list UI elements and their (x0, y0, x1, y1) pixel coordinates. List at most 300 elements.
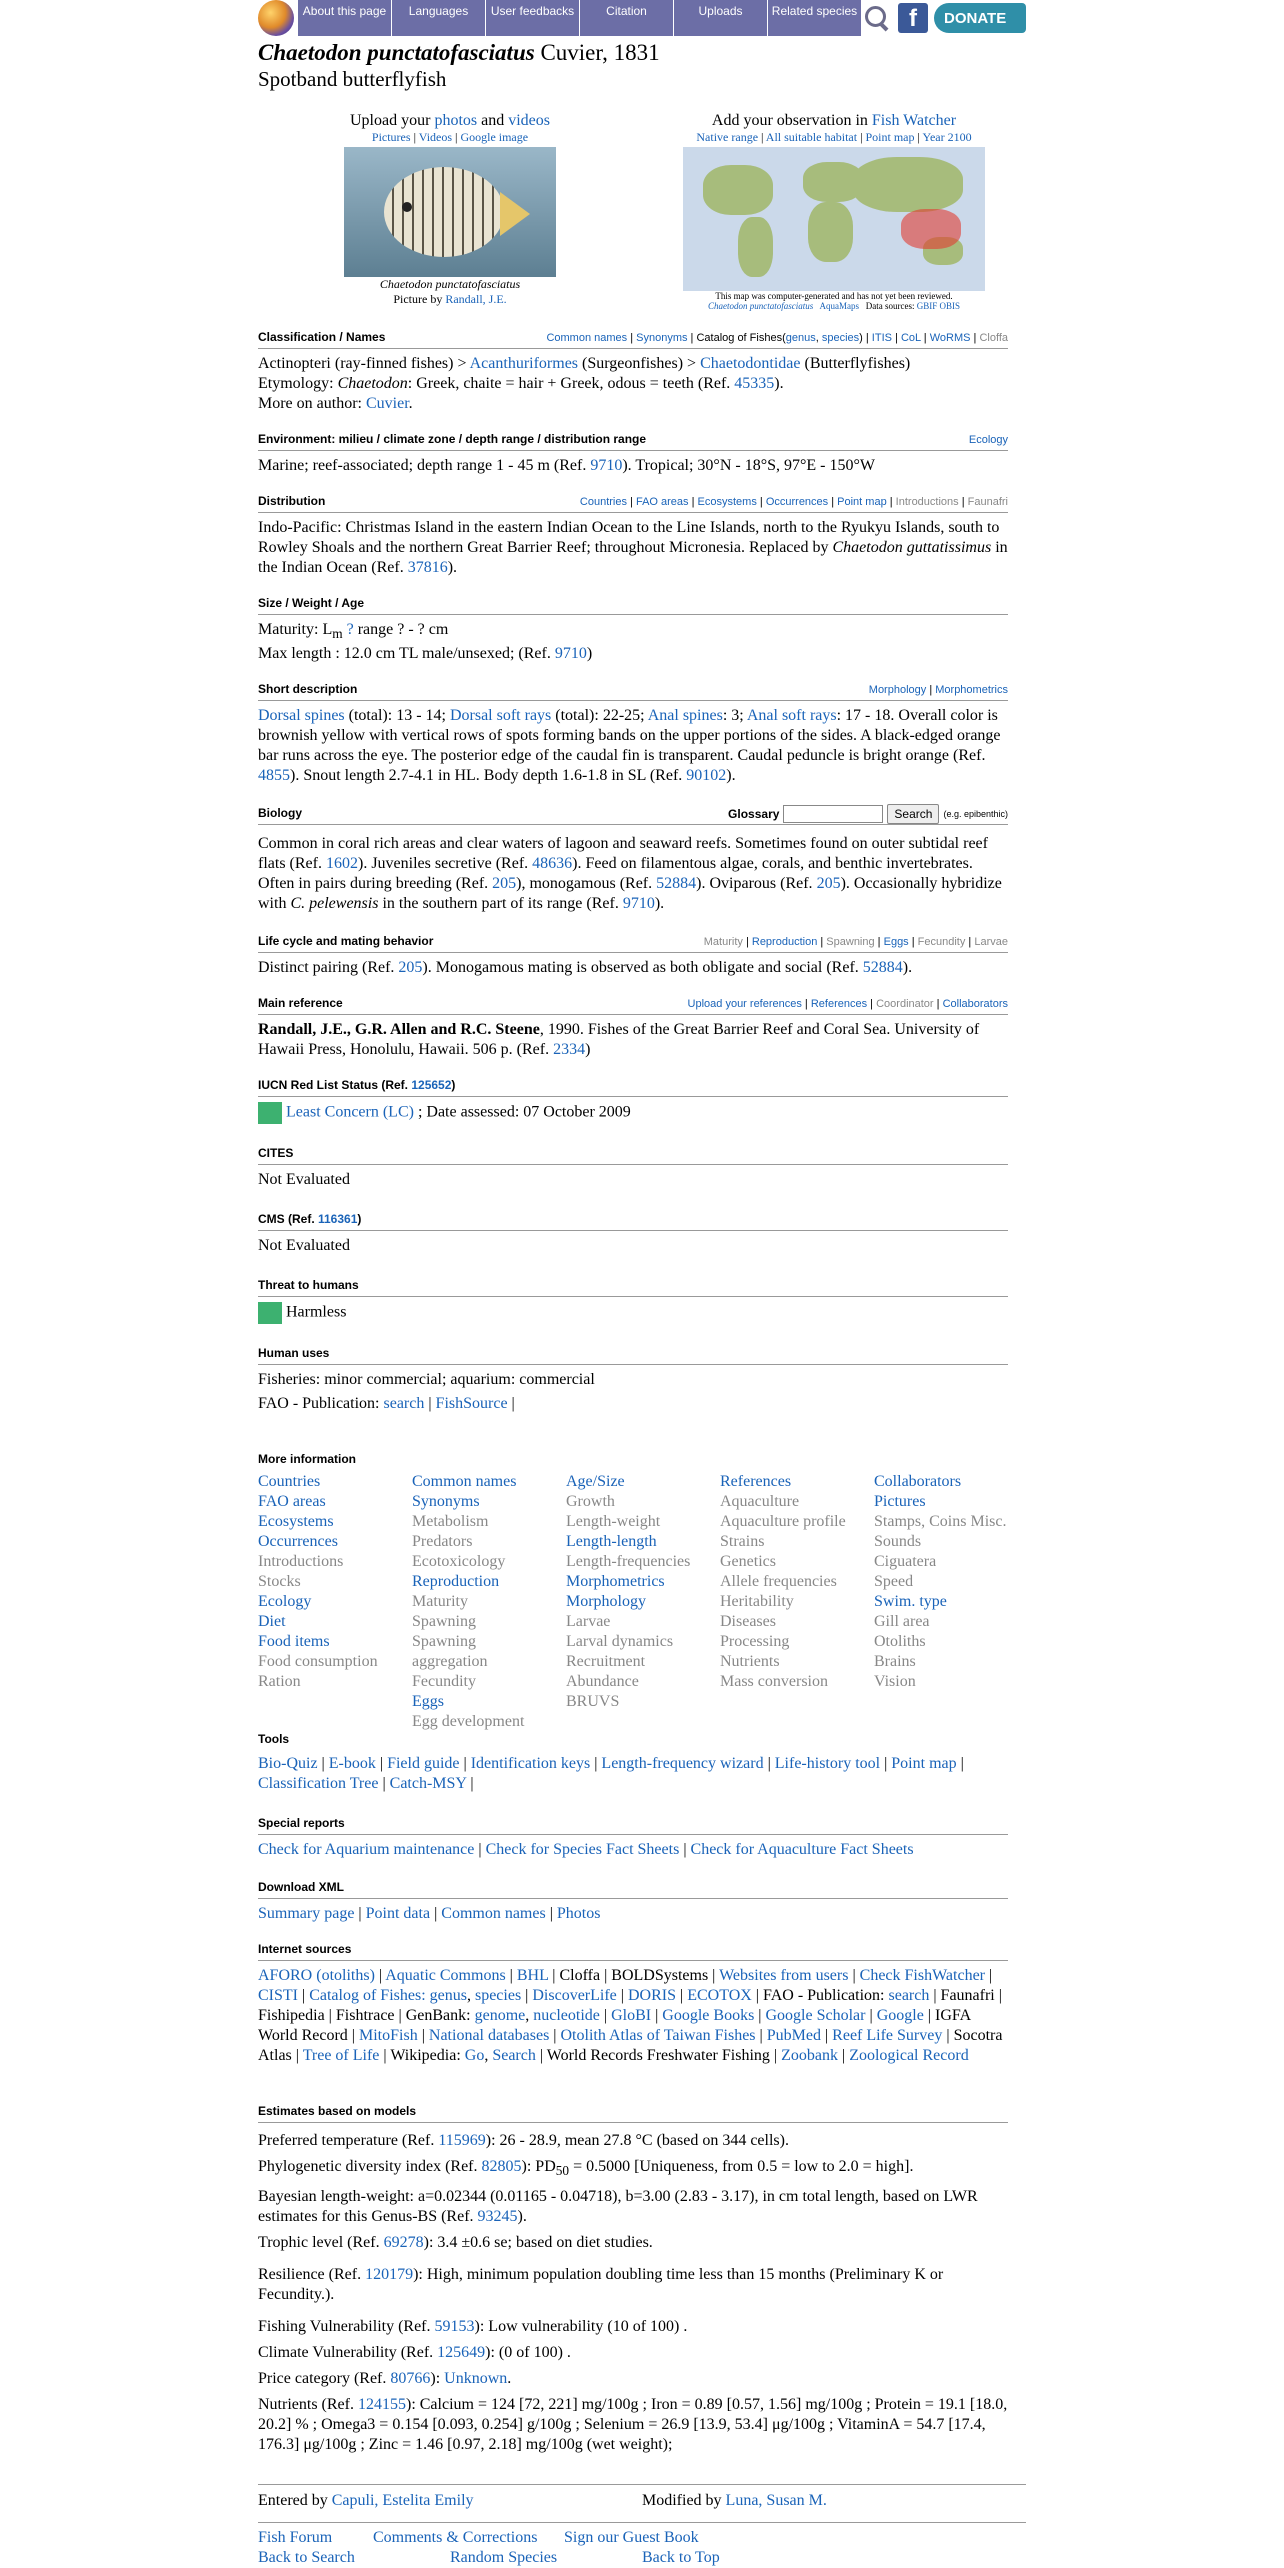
maturity-range: range ? - ? cm (357, 621, 449, 638)
tools-section: Tools Bio-Quiz | E-book | Field guide | Identification keys | Length-frequency wizard | Life-history tool | Point map | Classification Tree | Catch-MSY | (258, 1732, 964, 1792)
summary-page-link[interactable]: Summary page (258, 1905, 355, 1922)
internet-source-link[interactable]: Check FishWatcher (859, 1967, 985, 1984)
more-info-label-sounds: Sounds (874, 1533, 922, 1550)
nutrients-value: ): Calcium = 124 [72, 221] mg/100g ; Iron = 0.89 [0.57, 1.56] mg/100g ; Protein = 19.1 [18.0, 20.2] % ; Omega3 = 0.154 [0.093, 0.254] g/100g ; Selenium = 26.9 [13.9, 53.4] μg/100g ; VitaminA = 54.7 [17.4, 176.3] μg/100g ; Zinc = 1.46 [0.97, 2.18] mg/100g (wet weight); (258, 2396, 1008, 2454)
internet-source-link[interactable]: ECOTOX (687, 1987, 752, 2004)
environment-section (258, 432, 1008, 476)
back-to-top-link[interactable]: Back to Top (642, 2549, 720, 2566)
dorsal-spines-link[interactable]: Dorsal spines (258, 707, 345, 724)
internet-source-text: | IGFA World Record | (258, 2007, 971, 2044)
more-info-link-diet[interactable]: Diet (258, 1613, 286, 1630)
more-info-label-diseases: Diseases (720, 1613, 776, 1630)
internet-source-link[interactable]: search (888, 1987, 930, 2004)
more-info-link-morphology[interactable]: Morphology (566, 1593, 646, 1610)
internet-source-link[interactable]: Google Books (662, 2007, 755, 2024)
search-icon[interactable] (862, 3, 892, 33)
common-name: Spotband butterflyfish (258, 67, 447, 91)
cms-section (258, 1212, 1008, 1256)
map-continent (853, 157, 963, 212)
pictures-link[interactable]: Pictures (371, 130, 411, 144)
more-info-label-vision: Vision (874, 1673, 916, 1690)
reproduction-link[interactable]: Reproduction (751, 936, 818, 948)
internet-source-link[interactable]: Tree of Life (302, 2047, 380, 2064)
phylo-text: ): PD (521, 2158, 556, 2175)
fish-watcher-link[interactable]: Fish Watcher (871, 112, 957, 129)
more-info-label-spawning: Spawning (412, 1633, 476, 1650)
internet-source-text: | Cloffa | BOLDSystems | (548, 1967, 720, 1984)
class-text: Actinopteri (ray-finned fishes) > (258, 355, 470, 372)
internet-source-link[interactable]: Google (876, 2007, 924, 2024)
data-sources-label: Data sources: (865, 301, 915, 311)
ref-link[interactable]: 124155 (357, 2396, 406, 2414)
point-map-link[interactable]: Point map (891, 1755, 957, 1772)
internet-source-link[interactable]: DORIS (627, 1987, 676, 2004)
order-link[interactable]: Acanthuriformes (469, 355, 579, 372)
itis-link[interactable]: ITIS (871, 332, 892, 344)
internet-source-link[interactable]: species (474, 1987, 522, 2004)
more-info-label-gill-area: Gill area (874, 1613, 930, 1630)
internet-source-text: | (820, 2027, 833, 2044)
fish-body (384, 167, 504, 257)
bio-text: ). Occasionally hybridize with (258, 875, 1002, 912)
glossary-label: Glossary (728, 807, 780, 821)
bio-text: ), monogamous (Ref. (516, 875, 657, 892)
more-info-link-fao-areas[interactable]: FAO areas (258, 1493, 326, 1510)
more-info-link-occurrences[interactable]: Occurrences (258, 1533, 338, 1550)
ref-link[interactable]: 52884 (862, 959, 903, 976)
order-common: (Surgeonfishes) > (578, 355, 701, 372)
photo-caption: Chaetodon punctatofasciatus (379, 277, 521, 291)
threat-square-icon (258, 1302, 282, 1324)
internet-source-link[interactable]: GloBI (611, 2007, 652, 2024)
section-title: Estimates based on models (258, 2104, 417, 2118)
ref-link[interactable]: 115969 (438, 2132, 486, 2149)
price-sep: ): (430, 2370, 445, 2388)
internet-source-text: , (525, 2007, 534, 2024)
collaborators-link[interactable]: Collaborators (942, 998, 1008, 1010)
photos-xml-link[interactable]: Photos (556, 1905, 601, 1922)
morphometrics-link[interactable]: Morphometrics (935, 684, 1008, 696)
glossary-search-button[interactable]: Search (887, 804, 939, 824)
internet-source-link[interactable]: Zoobank (781, 2047, 838, 2064)
classification-tree-link[interactable]: Classification Tree (258, 1775, 379, 1792)
internet-source-link[interactable]: DiscoverLife (532, 1987, 617, 2004)
more-info-link-age-size[interactable]: Age/Size (566, 1473, 625, 1490)
cms-value: Not Evaluated (258, 1237, 350, 1254)
identification-keys-link[interactable]: Identification keys (470, 1755, 591, 1772)
climate-vuln-value: ): (0 of 100) . (485, 2344, 571, 2362)
more-info-label-mass-conversion: Mass conversion (720, 1673, 828, 1690)
upload-references-link[interactable]: Upload your references (687, 998, 802, 1010)
etym-text: : Greek, chaite = hair + Greek, odous = teeth (Ref. (407, 375, 735, 392)
more-info-link-morphometrics[interactable]: Morphometrics (566, 1573, 665, 1590)
more-info-link-ecology[interactable]: Ecology (258, 1593, 312, 1610)
section-title: Distribution (258, 494, 326, 508)
internet-source-link[interactable]: Google Scholar (765, 2007, 866, 2024)
life-history-tool-link[interactable]: Life-history tool (774, 1755, 881, 1772)
internet-source-text: , (466, 1987, 475, 2004)
est-label: Resilience (Ref. (258, 2266, 366, 2284)
est-label: Preferred temperature (Ref. (258, 2132, 439, 2149)
est-label: Fishing Vulnerability (Ref. (258, 2318, 435, 2336)
worms-link[interactable]: WoRMS (929, 332, 971, 344)
desc-text: ). Snout length 2.7-4.1 in HL. Body depth 1.6-1.8 in SL (Ref. (290, 767, 687, 784)
comma-sep: , (815, 332, 822, 344)
internet-source-link[interactable]: genome (474, 2007, 526, 2024)
and-label: and (477, 112, 509, 129)
add-observation-label: Add your observation in (711, 112, 872, 129)
ref-link[interactable]: 1602 (325, 855, 358, 872)
ref-link[interactable]: 9710 (554, 645, 587, 663)
special-reports-section: Special reports Check for Aquarium maintenance | Check for Species Fact Sheets | Check for Aquaculture Fact Sheets (258, 1816, 1008, 1860)
aquamaps-link[interactable]: AquaMaps (819, 301, 859, 311)
photos-link[interactable]: photos (434, 112, 478, 129)
point-data-link[interactable]: Point data (365, 1905, 431, 1922)
biology-section (258, 806, 1008, 914)
bayes-text: Bayesian length-weight: a=0.02344 (0.01165 - 0.04718), b=3.00 (2.83 - 3.17), in cm total length, based on LWR estimates for this Genus-BS (Ref. (258, 2188, 978, 2226)
bio-text: Common in coral rich areas and clear waters of lagoon and seaward reefs. Sometimes found on outer subtidal reef flats (Ref. (258, 835, 988, 872)
ref-link[interactable]: 69278 (383, 2234, 424, 2252)
species-author: Cuvier, 1831 (534, 40, 660, 65)
phylo-value: = 0.5000 [Uniqueness, from 0.5 = low to 2.0 = high]. (569, 2158, 914, 2175)
occurrences-link[interactable]: Occurrences (765, 496, 829, 508)
more-info-link-length-length[interactable]: Length-length (566, 1533, 657, 1550)
catch-msy-link[interactable]: Catch-MSY (389, 1775, 467, 1792)
references-link[interactable]: References (810, 998, 868, 1010)
dist-species: Chaetodon guttatissimus (832, 539, 992, 556)
internet-source-link[interactable]: Go (464, 2047, 485, 2064)
dist-text: Indo-Pacific: Christmas Island in the eastern Indian Ocean to the Line Islands, north to the Ryukyu Islands, south to Rowley Shoals and the northern Great Barrier Reef; throughout Micronesia. Replaced by (258, 519, 1000, 556)
internet-source-link[interactable]: PubMed (766, 2027, 821, 2044)
ref-link[interactable]: 125649 (437, 2344, 486, 2362)
nav-uploads[interactable]: Uploads (674, 0, 768, 36)
more-info-label-brains: Brains (874, 1653, 916, 1670)
modified-by (642, 2492, 827, 2510)
section-title: Classification / Names (258, 330, 386, 344)
entered-by (258, 2492, 474, 2510)
fao-search-link[interactable]: search (383, 1395, 425, 1412)
more-info-label-aquaculture-profile: Aquaculture profile (720, 1513, 846, 1530)
footer-divider (258, 2522, 1026, 2523)
ref-link[interactable]: 9710 (622, 895, 655, 912)
suitable-habitat-link[interactable]: All suitable habitat (765, 130, 858, 144)
more-info-column (566, 1472, 690, 1712)
ref-link[interactable]: 48636 (532, 855, 573, 872)
internet-source-link[interactable]: AFORO (otoliths) (258, 1967, 375, 1984)
more-info-label-larvae: Larvae (566, 1613, 611, 1630)
family-common: (Butterflyfishes) (800, 355, 911, 372)
internet-source-link[interactable]: Search (492, 2047, 536, 2064)
est-label: Phylogenetic diversity index (Ref. (258, 2158, 482, 2175)
species-name: Chaetodon punctatofasciatus (258, 40, 535, 65)
more-info-label-nutrients: Nutrients (720, 1653, 780, 1670)
ref-link[interactable]: 37816 (407, 559, 448, 576)
internet-source-text: | (651, 2007, 663, 2024)
iucn-section (258, 1078, 1008, 1124)
more-info-label-otoliths: Otoliths (874, 1633, 926, 1650)
ref-link[interactable]: 9710 (590, 457, 623, 474)
section-title: Main reference (258, 996, 343, 1010)
countries-link[interactable]: Countries (579, 496, 627, 508)
dorsal-soft-rays-link[interactable]: Dorsal soft rays (449, 707, 552, 724)
introductions-label: Introductions (895, 496, 959, 508)
more-info-label-genetics: Genetics (720, 1553, 776, 1570)
ref-link[interactable]: 4855 (258, 767, 290, 784)
more-info-label-processing: Processing (720, 1633, 790, 1650)
videos-link[interactable]: videos (508, 112, 550, 129)
more-info-label-abundance: Abundance (566, 1673, 639, 1690)
eggs-link[interactable]: Eggs (883, 936, 909, 948)
section-title-end: ) (451, 1078, 456, 1092)
env-text: Marine; reef-associated; depth range 1 - 45 m (Ref. (258, 457, 591, 474)
internet-source-text: | Faunafri | Fishipedia | Fishtrace | GenBank: (258, 1987, 1002, 2024)
internet-source-link[interactable]: National databases (428, 2027, 550, 2044)
section-title: Download XML (258, 1880, 344, 1894)
more-info-label-aquaculture: Aquaculture (720, 1493, 800, 1510)
bayes-end: ). (517, 2208, 527, 2226)
section-title: Internet sources (258, 1942, 352, 1956)
more-info-link-common-names[interactable]: Common names (412, 1473, 517, 1490)
common-names-link[interactable]: Common names (546, 332, 628, 344)
price-category-link[interactable]: Unknown (444, 2370, 508, 2388)
fishbase-logo-icon[interactable] (258, 0, 294, 36)
section-title: Environment: milieu / climate zone / depth range / distribution range (258, 432, 647, 446)
more-info-label-maturity: Maturity (412, 1593, 468, 1610)
maturity-sub: m (332, 626, 343, 642)
point-map-link[interactable]: Point map (837, 496, 887, 508)
internet-source-link[interactable]: CISTI (258, 1987, 298, 2004)
point-map-link[interactable]: Point map (865, 130, 915, 144)
threat-value: Harmless (286, 1303, 347, 1321)
status-square-icon (258, 1102, 282, 1124)
pref-temp-value: ): 26 - 28.9, mean 27.8 °C (based on 344 cells). (485, 2132, 789, 2149)
ref-link[interactable]: 2334 (553, 1041, 586, 1058)
more-info-label-ciguatera: Ciguatera (874, 1553, 937, 1570)
obis-link[interactable]: OBIS (939, 301, 961, 311)
map-note: This map was computer-generated and has not yet been reviewed. (715, 291, 953, 301)
max-length: Max length : 12.0 cm TL male/unsexed; (Ref. (258, 645, 555, 663)
more-info-link-food-items[interactable]: Food items (258, 1633, 330, 1650)
cloffa-label: Cloffa (979, 332, 1008, 344)
section-title: CITES (258, 1146, 294, 1160)
ebook-link[interactable]: E-book (328, 1755, 376, 1772)
entered-by-link[interactable]: Capuli, Estelita Emily (331, 2492, 474, 2509)
section-title: More information (258, 1452, 356, 1466)
ref-link[interactable]: 52884 (656, 875, 697, 892)
internet-source-link[interactable]: Zoological Record (849, 2047, 969, 2064)
internet-source-text: | (298, 1987, 310, 2004)
internet-source-text: | (848, 1967, 860, 1984)
desc-text: : 3; (722, 707, 747, 724)
author-link[interactable]: Cuvier (365, 395, 409, 412)
fao-areas-link[interactable]: FAO areas (635, 496, 689, 508)
aquarium-maintenance-link[interactable]: Check for Aquarium maintenance (258, 1841, 475, 1858)
fao-label: FAO - Publication: (258, 1395, 384, 1412)
nav-icons (862, 0, 1026, 36)
bio-text: ). (654, 895, 665, 912)
more-info-link-eggs[interactable]: Eggs (412, 1693, 444, 1710)
more-info-label-predators: Predators (412, 1533, 473, 1550)
ref-link[interactable]: 205 (492, 875, 517, 892)
short-description-section: Short description Morphology | Morphometrics Dorsal spines (total): 13 - 14; Dorsal soft rays (total): 22-25; Anal spines: 3; Anal soft rays: 17 - 18. Overall color is brownish yellow with vertical rows of spots forming bands on the upper portions of the sides. A black-edged orange bar runs across the eye. The posterior edge of the caudal fin is transparent. Caudal peduncle is bright orange (Ref. 4855). Snout length 2.7-4.1 in HL. Body depth 1.6-1.8 in SL (Ref. 90102). (258, 682, 1008, 784)
internet-source-link[interactable]: Reef Life Survey (832, 2027, 943, 2044)
nav-about[interactable]: About this page (298, 0, 392, 36)
sep: | (507, 1395, 515, 1412)
anal-soft-rays-link[interactable]: Anal soft rays (746, 707, 837, 724)
section-title: Size / Weight / Age (258, 596, 365, 610)
internet-source-link[interactable]: Catalog of Fishes: (309, 1987, 430, 2004)
bio-text: ). Juveniles secretive (Ref. (357, 855, 533, 872)
year-2100-link[interactable]: Year 2100 (922, 130, 972, 144)
catalog-genus-link[interactable]: genus (785, 332, 816, 344)
photographer-link[interactable]: Randall, J.E. (445, 292, 507, 306)
section-title: IUCN Red List Status (Ref. (258, 1078, 412, 1092)
ref-link[interactable]: 90102 (686, 767, 727, 784)
internet-source-text: | (521, 1987, 533, 2004)
internet-source-link[interactable]: MitoFish (359, 2027, 418, 2044)
more-info-link-countries[interactable]: Countries (258, 1473, 321, 1490)
human-uses-section: Human uses Fisheries: minor commercial; aquarium: commercial FAO - Publication: search | FishSource | (258, 1346, 1008, 1414)
aquaculture-fact-sheets-link[interactable]: Check for Aquaculture Fact Sheets (690, 1841, 914, 1858)
cites-value: Not Evaluated (258, 1171, 350, 1188)
morphology-link[interactable]: Morphology (868, 684, 927, 696)
anal-spines-link[interactable]: Anal spines (647, 707, 723, 724)
ref-link[interactable]: 120179 (365, 2266, 414, 2284)
paren-close: ) (859, 332, 863, 344)
entered-label: Entered by (258, 2492, 332, 2509)
internet-source-text: | (549, 2027, 561, 2044)
nav-languages[interactable]: Languages (392, 0, 486, 36)
trophic-value: ): 3.4 ±0.6 se; based on diet studies. (423, 2234, 653, 2252)
guest-book-link[interactable]: Sign our Guest Book (564, 2529, 699, 2546)
more-info-link-ecosystems[interactable]: Ecosystems (258, 1513, 334, 1530)
maturity-help-link[interactable]: ? (346, 621, 354, 638)
more-info-link-reproduction[interactable]: Reproduction (412, 1573, 500, 1590)
more-info-link-swim-type[interactable]: Swim. type (874, 1593, 947, 1610)
ref-link[interactable]: 116361 (318, 1212, 358, 1226)
native-range-link[interactable]: Native range (696, 130, 759, 144)
videos-sub-link[interactable]: Videos (418, 130, 453, 144)
internet-source-text: | (837, 2047, 850, 2064)
synonyms-link[interactable]: Synonyms (636, 332, 688, 344)
nav-user-feedbacks[interactable]: User feedbacks (486, 0, 580, 36)
author-label: More on author: (258, 395, 366, 412)
donate-button[interactable]: DONATE (934, 3, 1026, 33)
catalog-label: Catalog of Fishes( (696, 332, 786, 344)
range-overlay (901, 209, 961, 249)
internet-source-link[interactable]: Websites from users (719, 1967, 849, 1984)
internet-source-link[interactable]: Otolith Atlas of Taiwan Fishes (560, 2027, 756, 2044)
ref-end: ) (585, 1041, 591, 1058)
comments-link[interactable]: Comments & Corrections (373, 2529, 538, 2546)
glossary-input[interactable] (783, 805, 883, 823)
fishsource-link[interactable]: FishSource (435, 1395, 508, 1412)
ref-link[interactable]: 82805 (481, 2158, 522, 2175)
more-info-label-recruitment: Recruitment (566, 1653, 646, 1670)
photo-panel: Upload your photos and videos Pictures | Videos | Google image Chaetodon punctatofasciatus Picture by Randall, J.E. (258, 112, 642, 307)
internet-source-text: | (865, 2007, 877, 2024)
random-species-link[interactable]: Random Species (450, 2549, 558, 2566)
more-info-link-collaborators[interactable]: Collaborators (874, 1473, 962, 1490)
ref-link[interactable]: 59153 (434, 2318, 475, 2336)
map-panel: Add your observation in Fish Watcher Native range | All suitable habitat | Point map | Year 2100 This map was computer-generated and has not yet been reviewed. Chaetodon punctatofasciatus AquaMaps Data sources: GBIF OBIS (642, 112, 1026, 311)
glossary-search (728, 804, 1008, 824)
internet-source-link[interactable]: genus (429, 1987, 467, 2004)
ref-link[interactable]: 125652 (411, 1078, 452, 1092)
more-info-label-ecotoxicology: Ecotoxicology (412, 1553, 506, 1570)
ecosystems-link[interactable]: Ecosystems (697, 496, 757, 508)
more-info-label-fecundity: Fecundity (412, 1673, 476, 1690)
gbif-link[interactable]: GBIF (916, 301, 938, 311)
more-info-link-synonyms[interactable]: Synonyms (412, 1493, 480, 1510)
iucn-status-link[interactable]: Least Concern (LC) (286, 1103, 414, 1121)
more-info-link-references[interactable]: References (720, 1473, 792, 1490)
back-to-search-link[interactable]: Back to Search (258, 2549, 355, 2566)
common-names-xml-link[interactable]: Common names (441, 1905, 546, 1922)
distribution-section: Distribution Countries | FAO areas | Ecosystems | Occurrences | Point map | Introductions | Faunafri Indo-Pacific: Christmas Island in the eastern Indian Ocean to the Line Islands, north to the Ryukyu Islands, south to Rowley Shoals and the northern Great Barrier Reef; throughout Micronesia. Replaced by Chaetodon guttatissimus in the Indian Ocean (Ref. 37816). (258, 494, 1008, 576)
more-info-link-pictures[interactable]: Pictures (874, 1493, 926, 1510)
more-info-label-growth: Growth (566, 1493, 615, 1510)
main-reference-section: Main reference Upload your references | References | Coordinator | Collaborators Randall, J.E., G.R. Allen and R.C. Steene, 1990. Fishes of the Great Barrier Reef and Coral Sea. University of Hawaii Press, Honolulu, Hawaii. 506 p. (Ref. 2334) (258, 996, 1008, 1058)
etym-label: Etymology: (258, 375, 338, 392)
ref-link[interactable]: 80766 (390, 2370, 431, 2388)
page-title (258, 40, 660, 66)
internet-source-text: | FAO - Publication: (751, 1987, 889, 2004)
bio-quiz-link[interactable]: Bio-Quiz (258, 1755, 318, 1772)
nav-related-species[interactable]: Related species (768, 0, 862, 36)
col-link[interactable]: CoL (900, 332, 921, 344)
nav-citation[interactable]: Citation (580, 0, 674, 36)
internet-source-link[interactable]: BHL (516, 1967, 549, 1984)
ref-link[interactable]: 205 (398, 959, 423, 976)
internet-source-link[interactable]: nucleotide (533, 2007, 600, 2024)
fish-forum-link[interactable]: Fish Forum (258, 2529, 333, 2546)
desc-text: (total): 13 - 14; (344, 707, 450, 724)
ecology-link[interactable]: Ecology (968, 434, 1008, 446)
ref-link[interactable]: 205 (816, 875, 841, 892)
distribution-map[interactable] (683, 147, 985, 291)
ref-authors: Randall, J.E., G.R. Allen and R.C. Steene (258, 1021, 540, 1038)
google-image-link[interactable]: Google image (460, 130, 529, 144)
field-guide-link[interactable]: Field guide (387, 1755, 460, 1772)
phylo-sub: 50 (555, 2163, 570, 2179)
map-continent (703, 165, 773, 215)
facebook-icon[interactable]: f (898, 3, 928, 33)
modified-by-link[interactable]: Luna, Susan M. (725, 2492, 827, 2509)
family-link[interactable]: Chaetodontidae (700, 355, 801, 372)
more-info-column (720, 1472, 846, 1692)
ref-link[interactable]: 93245 (477, 2208, 518, 2226)
length-frequency-wizard-link[interactable]: Length-frequency wizard (601, 1755, 764, 1772)
section-title: Short description (258, 682, 358, 696)
section-title: Human uses (258, 1346, 330, 1360)
more-info-label-metabolism: Metabolism (412, 1513, 489, 1530)
more-info-label-strains: Strains (720, 1533, 765, 1550)
est-label: Price category (Ref. (258, 2370, 391, 2388)
ref-link[interactable]: 45335 (734, 375, 775, 392)
section-title: Tools (258, 1732, 290, 1746)
picture-by-label: Picture by (393, 292, 446, 306)
more-info-label-speed: Speed (874, 1573, 914, 1590)
catalog-species-link[interactable]: species (821, 332, 860, 344)
species-fact-sheets-link[interactable]: Check for Species Fact Sheets (485, 1841, 680, 1858)
larvae-label: Larvae (974, 936, 1008, 948)
map-species-link[interactable]: Chaetodon punctatofasciatus (707, 301, 814, 311)
internet-source-text: | (505, 1967, 517, 1984)
map-continent (808, 202, 853, 262)
species-photo[interactable] (344, 147, 556, 277)
internet-source-link[interactable]: Aquatic Commons (385, 1967, 506, 1984)
